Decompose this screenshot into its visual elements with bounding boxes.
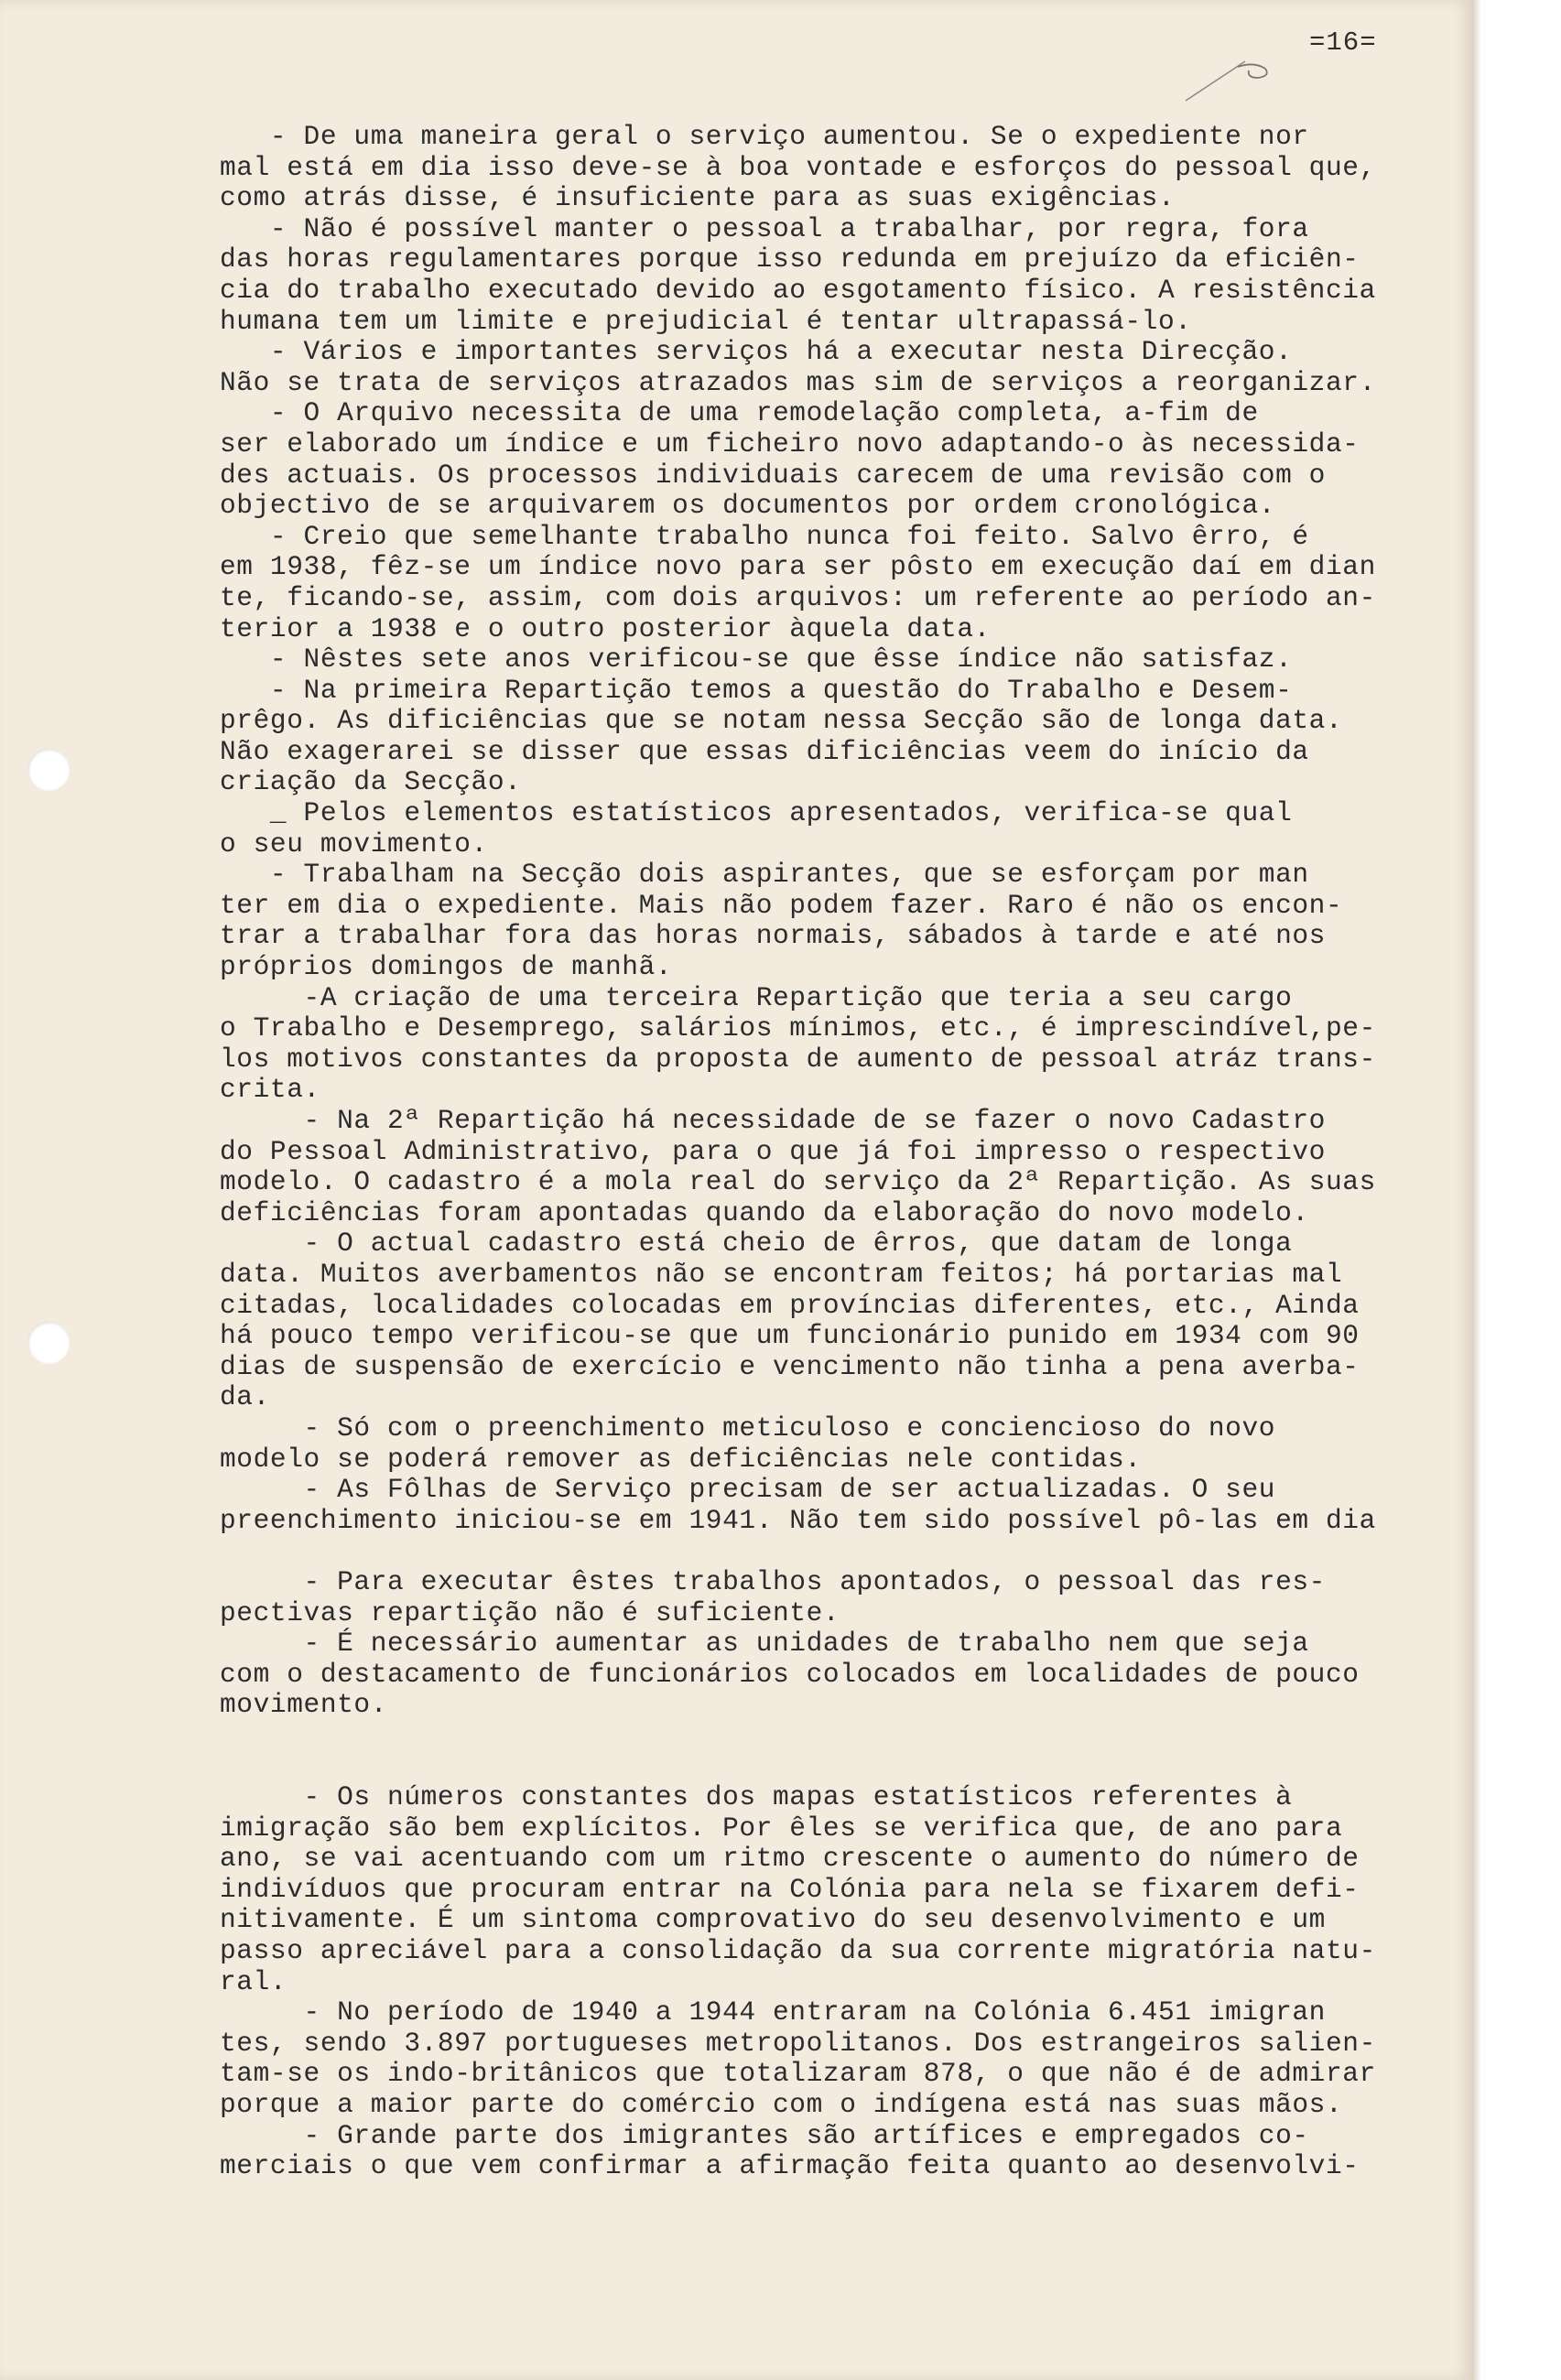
text-line: ano, se vai acentuando com um ritmo crescente o aumento do número de xyxy=(220,1843,1360,1875)
text-line: - Na primeira Repartição temos a questão do Trabalho e Desem- xyxy=(220,674,1293,706)
text-line: modelo. O cadastro é a mola real do serviço da 2ª Repartição. As suas xyxy=(220,1166,1376,1198)
text-line: ter em dia o expediente. Mais não podem fazer. Raro é não os encon- xyxy=(220,889,1343,921)
text-line: - O actual cadastro está cheio de êrros, que datam de longa xyxy=(220,1228,1293,1260)
text-line: - De uma maneira geral o serviço aumentou. Se o expediente nor xyxy=(220,121,1309,152)
text-line: tam-se os indo-britânicos que totalizaram 878, o que não é de admirar xyxy=(220,2058,1376,2090)
text-line: preenchimento iniciou-se em 1941. Não tem sido possível pô-las em dia xyxy=(220,1504,1376,1536)
text-line: data. Muitos averbamentos não se encontram feitos; há portarias mal xyxy=(220,1258,1343,1290)
text-line: te, ficando-se, assim, com dois arquivos: um referente ao período an- xyxy=(220,581,1376,613)
text-line: - O Arquivo necessita de uma remodelação completa, a-fim de xyxy=(220,397,1259,429)
text-line: - No período de 1940 a 1944 entraram na Colónia 6.451 imigran xyxy=(220,1996,1326,2028)
text-line: tes, sendo 3.897 portugueses metropolitanos. Dos estrangeiros salien- xyxy=(220,2027,1376,2059)
punch-hole-top xyxy=(27,749,70,791)
text-line: - Vários e importantes serviços há a executar nesta Direcção. xyxy=(220,336,1293,368)
text-line: o seu movimento. xyxy=(220,828,488,860)
text-line: Não se trata de serviços atrazados mas sim de serviços a reorganizar. xyxy=(220,366,1376,398)
text-line: pectivas repartição não é suficiente. xyxy=(220,1596,840,1628)
text-line: - Trabalham na Secção dois aspirantes, que se esforçam por man xyxy=(220,859,1309,891)
text-line: objectivo de se arquivarem os documentos por ordem cronológica. xyxy=(220,490,1276,522)
text-line xyxy=(220,1536,1483,1567)
text-line: - Grande parte dos imigrantes são artífices e empregados co- xyxy=(220,2119,1309,2151)
text-line: - É necessário aumentar as unidades de trabalho nem que seja xyxy=(220,1628,1309,1660)
text-line: deficiências foram apontadas quando da elaboração do novo modelo. xyxy=(220,1196,1309,1228)
text-line: o Trabalho e Desemprego, salários mínimos, etc., é imprescindível,pe- xyxy=(220,1012,1376,1044)
text-line: Não exagerarei se disser que essas dificiências veem do início da xyxy=(220,735,1309,767)
text-line xyxy=(220,1751,1483,1782)
text-line: - Só com o preenchimento meticuloso e conciencioso do novo xyxy=(220,1412,1276,1444)
text-line: indivíduos que procuram entrar na Colónia para nela se fixarem defi- xyxy=(220,1873,1360,1905)
text-line: - Nêstes sete anos verificou-se que êsse índice não satisfaz. xyxy=(220,644,1293,676)
text-line: - Não é possível manter o pessoal a trabalhar, por regra, fora xyxy=(220,212,1309,244)
text-line: nitivamente. É um sintoma comprovativo do seu desenvolvimento e um xyxy=(220,1904,1326,1936)
text-line: prêgo. As dificiências que se notam nessa Secção são de longa data. xyxy=(220,705,1343,737)
text-line: - Na 2ª Repartição há necessidade de se fazer o novo Cadastro xyxy=(220,1105,1326,1136)
text-line: imigração são bem explícitos. Por êles se verifica que, de ano para xyxy=(220,1812,1343,1844)
text-line: terior a 1938 e o outro posterior àquela data. xyxy=(220,612,991,644)
text-line: - Para executar êstes trabalhos apontados, o pessoal das res- xyxy=(220,1565,1326,1597)
text-line: citadas, localidades colocadas em províncias diferentes, etc., Ainda xyxy=(220,1289,1360,1321)
text-line: como atrás disse, é insuficiente para as suas exigências. xyxy=(220,182,1176,214)
text-line: ser elaborado um índice e um ficheiro novo adaptando-o às necessida- xyxy=(220,427,1360,460)
text-line: da. xyxy=(220,1381,270,1413)
text-line: movimento. xyxy=(220,1689,388,1721)
text-line: passo apreciável para a consolidação da sua corrente migratória natu- xyxy=(220,1935,1376,1967)
text-line: cia do trabalho executado devido ao esgotamento físico. A resistência xyxy=(220,274,1376,306)
text-line: merciais o que vem confirmar a afirmação feita quanto ao desenvolvi- xyxy=(220,2150,1360,2182)
text-line: -A criação de uma terceira Repartição que teria a seu cargo xyxy=(220,981,1293,1013)
text-line: - Creio que semelhante trabalho nunca foi feito. Salvo êrro, é xyxy=(220,520,1309,552)
text-line: porque a maior parte do comércio com o indígena está nas suas mãos. xyxy=(220,2089,1343,2120)
text-line: - As Fôlhas de Serviço precisam de ser actualizadas. O seu xyxy=(220,1474,1276,1506)
text-line: do Pessoal Administrativo, para o que já foi impresso o respectivo xyxy=(220,1135,1326,1167)
text-line: há pouco tempo verificou-se que um funcionário punido em 1934 com 90 xyxy=(220,1320,1360,1352)
text-line: mal está em dia isso deve-se à boa vontade e esforços do pessoal que, xyxy=(220,151,1376,183)
text-line xyxy=(220,1721,1483,1752)
text-line: des actuais. Os processos individuais carecem de uma revisão com o xyxy=(220,459,1326,491)
text-line: crita. xyxy=(220,1074,320,1106)
text-line: los motivos constantes da proposta de aumento de pessoal atráz trans- xyxy=(220,1043,1376,1075)
text-line: trar a trabalhar fora das horas normais, sábados à tarde e até nos xyxy=(220,920,1326,952)
document-body xyxy=(220,122,1483,2182)
text-line: - Os números constantes dos mapas estatísticos referentes à xyxy=(220,1781,1293,1813)
text-line: com o destacamento de funcionários colocados em localidades de pouco xyxy=(220,1658,1360,1690)
text-line: _ Pelos elementos estatísticos apresentados, verifica-se qual xyxy=(220,797,1293,829)
text-line: ral. xyxy=(220,1965,287,1997)
page-number: =16= xyxy=(1309,27,1377,58)
pencil-mark-icon xyxy=(1181,50,1282,105)
text-line: dias de suspensão de exercício e vencimento não tinha a pena averba- xyxy=(220,1350,1360,1382)
text-line: das horas regulamentares porque isso redunda em prejuízo da eficiên- xyxy=(220,243,1360,276)
text-line: próprios domingos de manhã. xyxy=(220,951,673,983)
text-line: humana tem um limite e prejudicial é tentar ultrapassá-lo. xyxy=(220,305,1192,337)
text-line: modelo se poderá remover as deficiências nele contidas. xyxy=(220,1443,1142,1475)
text-line: criação da Secção. xyxy=(220,766,522,798)
punch-hole-bottom xyxy=(27,1322,70,1364)
text-line: em 1938, fêz-se um índice novo para ser pôsto em execução daí em dian xyxy=(220,551,1376,583)
